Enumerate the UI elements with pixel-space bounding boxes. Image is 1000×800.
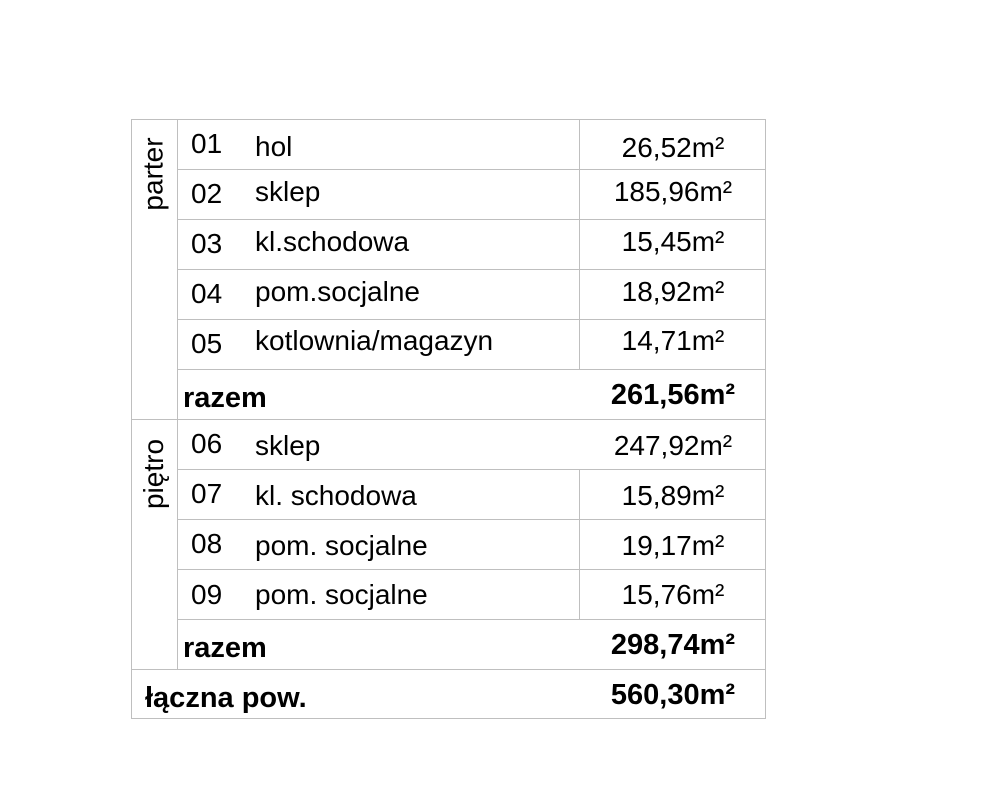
room-number: 06 bbox=[191, 428, 223, 459]
room-name: sklep bbox=[255, 176, 321, 207]
section-divider bbox=[131, 669, 765, 670]
room-number: 04 bbox=[191, 278, 223, 309]
room-number: 02 bbox=[191, 178, 223, 209]
section-divider bbox=[131, 419, 765, 420]
section-total-value: 298,74m² bbox=[610, 629, 736, 661]
room-number: 07 bbox=[191, 478, 223, 509]
room-number: 01 bbox=[191, 128, 223, 159]
row-divider bbox=[177, 569, 765, 570]
room-number: 03 bbox=[191, 228, 223, 259]
grand-total-label: łączna pow. bbox=[145, 682, 307, 714]
room-number: 08 bbox=[191, 528, 223, 559]
room-name: sklep bbox=[255, 430, 321, 461]
row-divider bbox=[177, 619, 765, 620]
row-divider bbox=[177, 469, 765, 470]
row-divider bbox=[177, 169, 765, 170]
room-area: 19,17m² bbox=[621, 530, 725, 561]
room-number: 05 bbox=[191, 328, 223, 359]
room-area: 247,92m² bbox=[613, 430, 733, 461]
room-name: pom.socjalne bbox=[255, 276, 420, 307]
row-divider bbox=[177, 269, 765, 270]
section-total-value: 261,56m² bbox=[610, 379, 736, 411]
room-name: kl.schodowa bbox=[255, 226, 410, 257]
section-column-divider bbox=[177, 419, 178, 669]
room-number: 09 bbox=[191, 579, 223, 610]
room-area: 15,45m² bbox=[621, 226, 725, 257]
section-label-text: piętro bbox=[138, 438, 170, 510]
room-area: 15,76m² bbox=[621, 579, 725, 610]
section-label-parter bbox=[131, 119, 177, 229]
room-name: pom. socjalne bbox=[255, 579, 428, 610]
row-divider bbox=[177, 369, 765, 370]
room-area-table bbox=[131, 119, 766, 719]
room-area: 185,96m² bbox=[613, 176, 733, 207]
row-divider bbox=[177, 219, 765, 220]
room-area: 18,92m² bbox=[621, 276, 725, 307]
room-name: hol bbox=[255, 131, 293, 162]
room-area: 15,89m² bbox=[621, 480, 725, 511]
section-total-label: razem bbox=[183, 382, 267, 414]
section-label-pietro bbox=[131, 419, 177, 529]
row-divider bbox=[177, 519, 765, 520]
room-name: kl. schodowa bbox=[255, 480, 417, 511]
section-total-label: razem bbox=[183, 632, 267, 664]
row-divider bbox=[177, 319, 765, 320]
room-name: kotlownia/magazyn bbox=[255, 325, 494, 356]
grand-total-value: 560,30m² bbox=[610, 679, 736, 711]
room-area: 26,52m² bbox=[621, 132, 725, 163]
section-label-text: parter bbox=[138, 137, 169, 211]
room-area: 14,71m² bbox=[621, 325, 725, 356]
room-name: pom. socjalne bbox=[255, 530, 428, 561]
